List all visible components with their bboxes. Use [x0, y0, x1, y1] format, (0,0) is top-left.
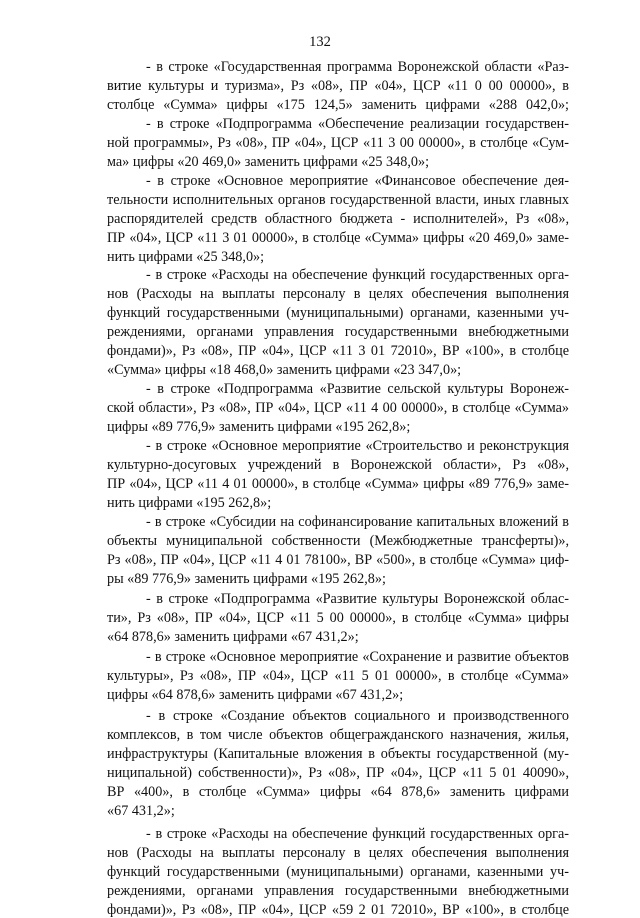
text-line: инфраструктуры (Капитальные вложения в объекты государственной (му-	[107, 746, 569, 763]
text-line: фондами)», Рз «08», ПР «04», ЦСР «59 2 01 72010», ВР «100», в столбце	[107, 901, 569, 918]
text-line: «64 878,6» заменить цифрами «67 431,2»;	[107, 628, 359, 645]
text-line: - в строке «Подпрограмма «Развитие сельской культуры Воронеж-	[146, 381, 569, 398]
text-line: - в строке «Государственная программа Воронежской области «Раз-	[146, 59, 569, 75]
text-line: - в строке «Основное мероприятие «Строительство и реконструкция	[146, 438, 569, 454]
text-line: - в строке «Создание объектов социального и производственного	[146, 708, 569, 725]
text-line: ПР «04», ЦСР «11 3 01 00000», в столбце «Сумма» цифры «20 469,0» заме-	[107, 229, 569, 246]
text-line: комплексов, в том числе объектов общегражданского назначения, жилья,	[107, 727, 569, 744]
text-line: «Сумма» цифры «18 468,0» заменить цифрами «23 347,0»;	[107, 362, 462, 379]
text-line: объекты муниципальной собственности (Межбюджетные трансферты)»,	[107, 532, 569, 549]
text-line: столбце «Сумма» цифры «175 124,5» заменить цифрами «288 042,0»;	[107, 96, 569, 113]
text-line: цифры «89 776,9» заменить цифрами «195 262,8»;	[107, 419, 411, 436]
text-line: ВР «400», в столбце «Сумма» цифры «64 878,6» заменить цифрами	[107, 784, 569, 801]
text-line: ской области», Рз «08», ПР «04», ЦСР «11 4 00 00000», в столбце «Сумма»	[107, 400, 569, 417]
text-line: - в строке «Субсидии на софинансирование капитальных вложений в	[146, 513, 569, 530]
text-line: тельности исполнительных органов государственной власти, иных главных	[107, 191, 569, 208]
text-line: - в строке «Основное мероприятие «Сохранение и развитие объектов	[146, 649, 569, 666]
text-line: реждениями, органами управления государственными внебюджетными	[107, 882, 569, 899]
text-line: культуры», Рз «08», ПР «04», ЦСР «11 5 01 00000», в столбце «Сумма»	[107, 668, 569, 685]
text-line: культурно-досуговых учреждений в Воронежской области», Рз «08»,	[107, 456, 569, 473]
page-number: 132	[309, 34, 331, 50]
text-line: - в строке «Расходы на обеспечение функций государственных орга-	[146, 267, 569, 284]
text-line: - в строке «Основное мероприятие «Финансовое обеспечение дея-	[146, 172, 569, 189]
text-line: нить цифрами «195 262,8»;	[107, 494, 272, 511]
text-line: функций государственными (муниципальными) органами, казенными уч-	[107, 305, 569, 322]
text-line: нов (Расходы на выплаты персоналу в целях обеспечения выполнения	[107, 844, 569, 861]
text-line: нить цифрами «25 348,0»;	[107, 248, 265, 265]
text-line: - в строке «Расходы на обеспечение функций государственных орга-	[146, 826, 569, 842]
text-line: - в строке «Подпрограмма «Развитие культуры Воронежской облас-	[146, 590, 569, 607]
text-line: ма» цифры «20 469,0» заменить цифрами «25 348,0»;	[107, 153, 430, 170]
text-line: витие культуры и туризма», Рз «08», ПР «04», ЦСР «11 0 00 00000», в	[107, 77, 569, 94]
text-line: ной программы», Рз «08», ПР «04», ЦСР «11 3 00 00000», в столбце «Сум-	[107, 134, 569, 151]
text-line: «67 431,2»;	[107, 803, 175, 820]
text-line: ниципальной) собственности)», Рз «08», ПР «04», ЦСР «11 5 01 40090»,	[107, 765, 569, 782]
text-line: функций государственными (муниципальными) органами, казенными уч-	[107, 863, 569, 880]
text-line: ры «89 776,9» заменить цифрами «195 262,8»;	[107, 570, 386, 587]
text-line: фондами)», Рз «08», ПР «04», ЦСР «11 3 01 72010», ВР «100», в столбце	[107, 343, 569, 360]
text-line: нов (Расходы на выплаты персоналу в целях обеспечения выполнения	[107, 286, 569, 303]
text-line: распорядителей средств областного бюджета - исполнителей», Рз «08»,	[107, 210, 569, 227]
text-line: Рз «08», ПР «04», ЦСР «11 4 01 78100», ВР «500», в столбце «Сумма» циф-	[107, 551, 569, 568]
text-line: реждениями, органами управления государственными внебюджетными	[107, 324, 569, 341]
text-line: ти», Рз «08», ПР «04», ЦСР «11 5 00 00000», в столбце «Сумма» цифры	[107, 609, 569, 626]
text-line: - в строке «Подпрограмма «Обеспечение реализации государствен-	[146, 115, 569, 132]
text-line: ПР «04», ЦСР «11 4 01 00000», в столбце «Сумма» цифры «89 776,9» заме-	[107, 475, 569, 492]
text-line: цифры «64 878,6» заменить цифрами «67 431,2»;	[107, 687, 404, 704]
